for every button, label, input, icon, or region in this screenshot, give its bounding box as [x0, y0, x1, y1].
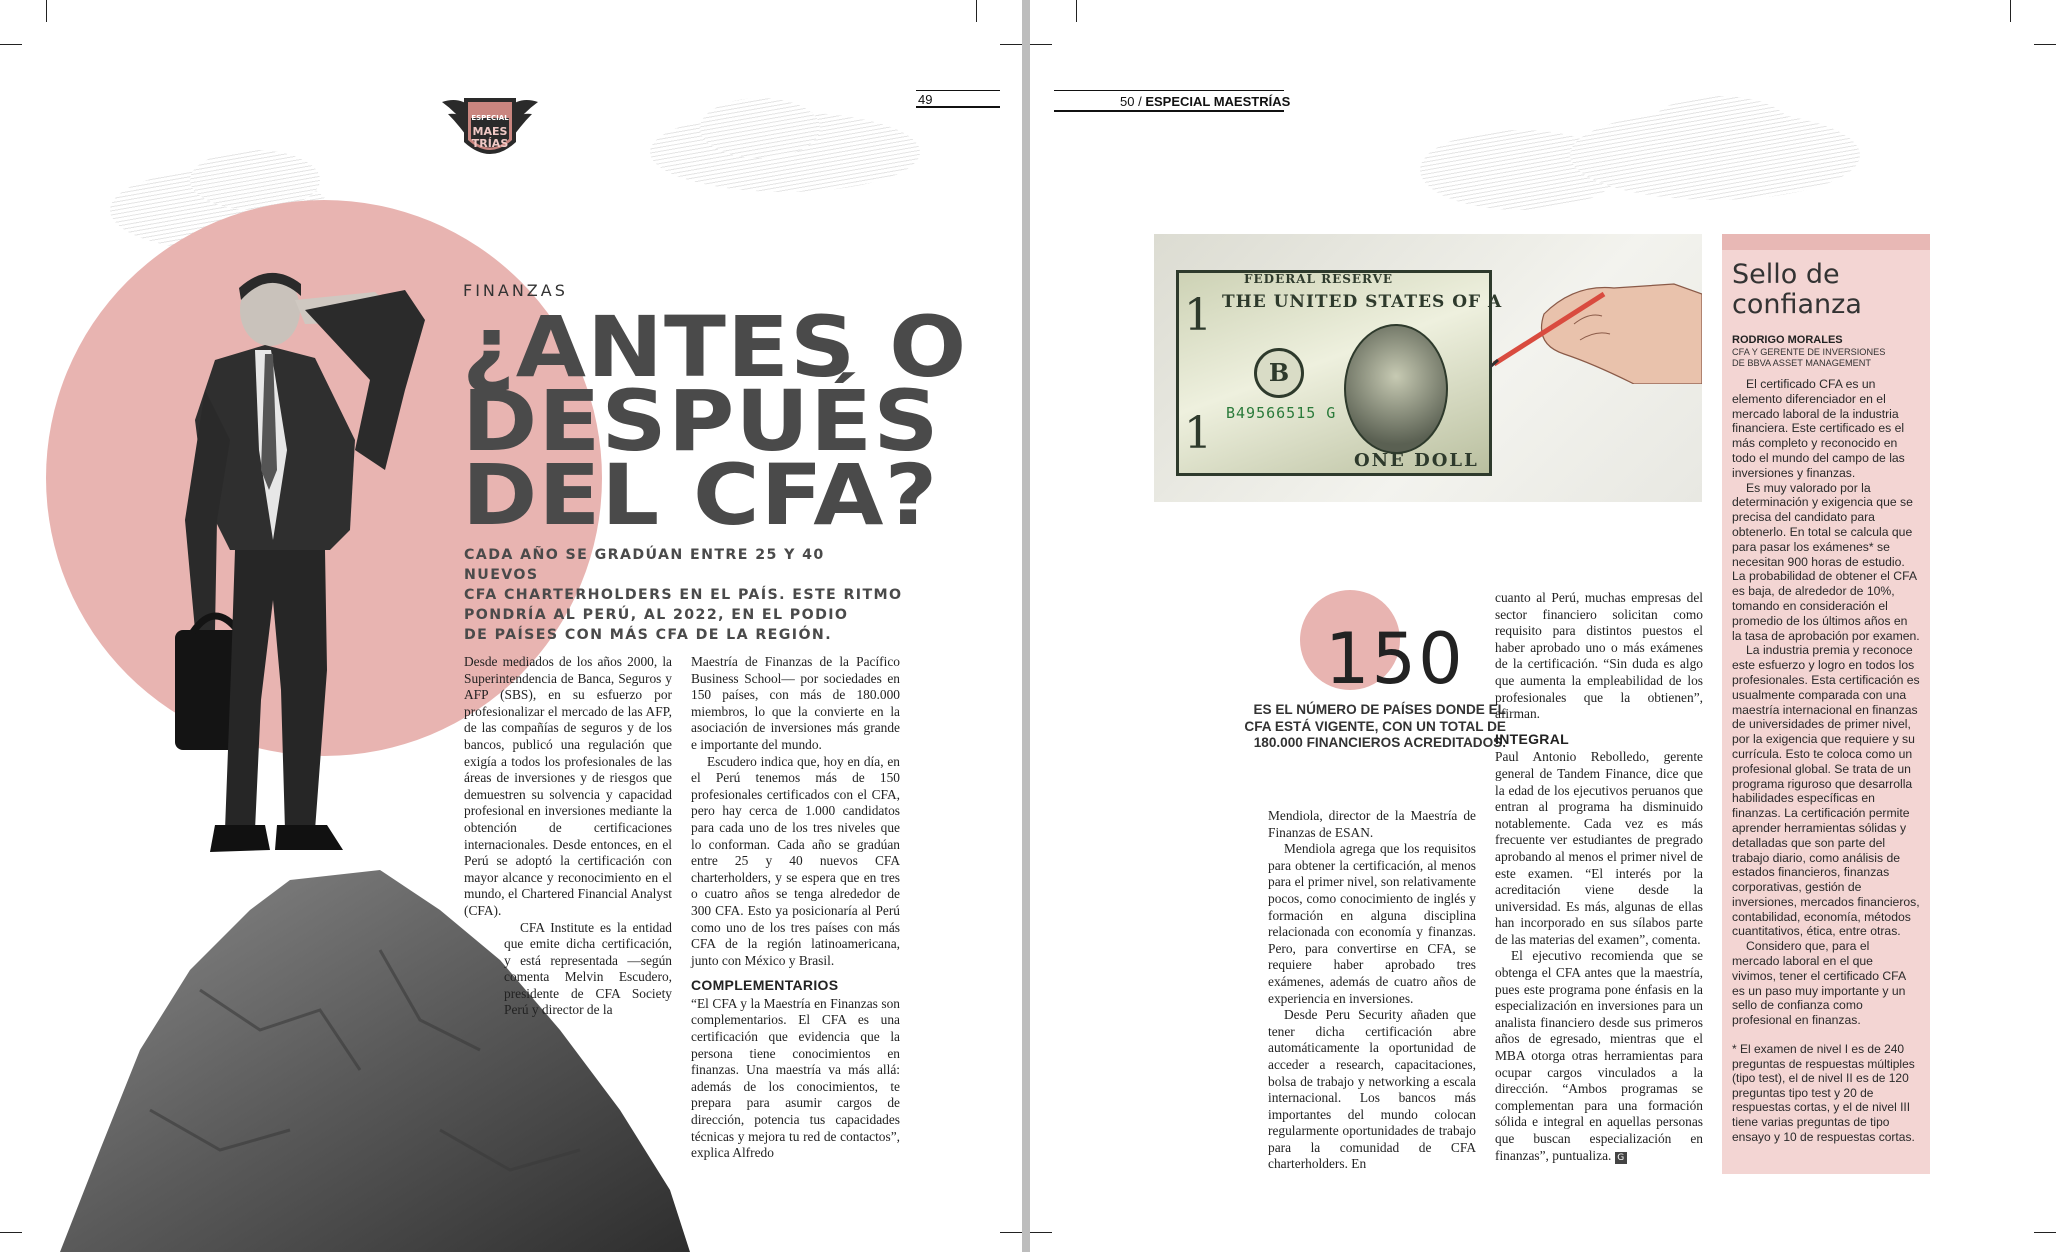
body-paragraph: Mendiola agrega que los requisitos para obtener la certificación, al menos para el primer nivel, son relativamente pocos, como conocimiento de inglés y formación en alguna disciplina relacionada con economía y finanzas. Pero, para convertirse en CFA, se requiere haber aprobado tres exámenes, además de cuatro años de experiencia en inversiones.: [1268, 841, 1476, 1006]
standfirst-line: CFA CHARTERHOLDERS EN EL PAÍS. ESTE RITMO: [464, 587, 903, 603]
body-paragraph: Desde mediados de los años 2000, la Superintendencia de Banca, Seguros y AFP (SBS), en su esfuerzo por profesionalizar el mercado de las AFP, de las compañías de seguros y de los bancos, publicó una regulación que exigía a todos los profesionales de las áreas de inversiones y de riesgos que demuestren su solvencia y capacidad profesional en inversiones mediante la obtención de certificaciones internacionales. Desde entonces, en el Perú se adoptó la certificación con mayor alcance y reconocimiento en el mundo, el Chartered Financial Analyst (CFA).: [464, 654, 672, 918]
sidebar-title-line: confianza: [1732, 289, 1862, 320]
body-column-4: [1495, 590, 1703, 1164]
body-column-2: [691, 654, 900, 1162]
badge-top: ESPECIAL: [471, 114, 509, 122]
crop-mark: [2034, 1232, 2056, 1233]
federal-reserve-seal: B: [1254, 348, 1304, 398]
bill-denomination: ONE DOLL: [1354, 450, 1479, 471]
crop-mark: [0, 44, 22, 45]
dollar-bill-illustration: [1154, 234, 1702, 502]
standfirst-line: CADA AÑO SE GRADÚAN ENTRE 25 Y 40 NUEVOS: [464, 547, 825, 583]
body-paragraph: Escudero indica que, hoy en día, en el Perú tenemos más de 150 profesionales certificados con el CFA, pero hay cerca de 1.000 candidatos para cada uno de los tres niveles que lo conforman. Cada año se gradúan entre 25 y 40 nuevos CFA charterholders, y se espera que en tres o cuatro años se tenga alrededor de 300 CFA. Esto ya posicionaría al Perú como uno de los tres países con más CFA de la región latinoamericana, junto con México y Brasil.: [691, 753, 900, 968]
stat-caption-line: ES EL NÚMERO DE PAÍSES DONDE EL: [1253, 702, 1506, 717]
stat-number: 150: [1325, 618, 1465, 700]
sidebar-sello-de-confianza: [1722, 234, 1930, 1174]
badge-line1: MAES: [472, 125, 508, 138]
sidebar-paragraph: Considero que, para el mercado laboral en el que vivimos, tener el certificado CFA es un paso muy importante y un sello de confianza como profesional en finanzas.: [1732, 939, 1906, 1028]
folio-section: ESPECIAL MAESTRÍAS: [1145, 94, 1291, 109]
sidebar-role-line: DE BBVA ASSET MANAGEMENT: [1732, 358, 1872, 368]
sidebar-body: [1732, 377, 1920, 1028]
left-page: [0, 0, 1022, 1252]
sidebar-role-line: CFA Y GERENTE DE INVERSIONES: [1732, 347, 1886, 357]
body-paragraph: [1495, 948, 1703, 1164]
section-kicker: FINANZAS: [463, 281, 568, 300]
cloud-illustration: [1650, 96, 1790, 156]
sidebar-paragraph: El certificado CFA es un elemento diferenciador en el mercado laboral de la industria financiera. Este certificado es el más completo y reconocido en todo el mundo del campo de las inversiones y finanzas.: [1732, 377, 1905, 480]
crop-mark: [46, 0, 47, 22]
crop-mark: [2034, 44, 2056, 45]
body-paragraph: Maestría de Finanzas de la Pacífico Business School— por sociedades en 150 países, con más de 180.000 miembros, lo que la convierte en la asociación de inversiones más grande e importante del mundo.: [691, 654, 900, 752]
crop-mark: [976, 0, 977, 22]
sidebar-author-role: [1732, 347, 1930, 369]
crop-mark: [1000, 1232, 1022, 1233]
standfirst: [464, 545, 904, 645]
crop-mark: [1000, 44, 1022, 45]
body-column-3: [1268, 808, 1476, 1173]
sidebar-paragraph: Es muy valorado por la determinación y exigencia que se precisa del candidato para obtenerlo. En total se calcula que para pasar los exámenes* se necesitan 900 horas de estudio. La probabilidad de obtener el CFA es baja, de alrededor de 10%, tomando en consideración el promedio de los últimos años en la tasa de aprobación por examen.: [1732, 480, 1920, 643]
right-page: [1030, 0, 2056, 1252]
page-number: 50: [1120, 94, 1135, 109]
folio-rule: [1054, 90, 1284, 91]
end-mark-icon: G: [1615, 1152, 1627, 1164]
headline-line: DESPUÉS: [462, 372, 940, 470]
crop-mark: [1076, 0, 1077, 22]
bill-corner-number: 1: [1184, 290, 1212, 341]
body-paragraph: Desde Peru Security añaden que tener dicha certificación abre automáticamente la oportunidad de acceder a research, capacitaciones, bolsa de trabajo y networking a escala internacional. Los bancos más importantes del mundo colocan regularmente oportunidades de trabajo para la comunidad de CFA charterholders. En: [1268, 1007, 1476, 1172]
folio-rule: [916, 90, 1000, 91]
subheading: COMPLEMENTARIOS: [691, 977, 839, 994]
businessman-photo: [155, 270, 455, 890]
portrait-washington: [1344, 324, 1448, 454]
folio-rule: [1054, 110, 1284, 112]
headline-line: ¿ANTES O: [462, 298, 968, 396]
bill-serial: B49566515 G: [1226, 404, 1337, 422]
crop-mark: [1030, 1232, 1052, 1233]
cloud-illustration: [700, 98, 820, 158]
stat-caption: [1210, 702, 1506, 752]
headline: [462, 298, 968, 544]
crop-mark: [0, 1232, 22, 1233]
page-number: 49: [918, 92, 933, 107]
headline-line: DEL CFA?: [462, 446, 939, 544]
bill-corner-number: 1: [1184, 408, 1212, 459]
body-text: El ejecutivo recomienda que se obtenga el CFA antes que la maestría, pues este programa pone énfasis en la especialización en inversiones para un analista financiero desde sus primeros años de egresado, mientras que el MBA otorga otras herramientas para ocupar cargos vinculados a la dirección. “Ambos programas se complementan para una formación sólida e integral en aquellas personas que buscan especialización en finanzas”, puntualiza.: [1495, 948, 1703, 1163]
subheading: INTEGRAL: [1495, 730, 1569, 747]
sidebar-title: [1732, 260, 1930, 320]
badge-line2: TRÍAS: [471, 137, 509, 150]
body-paragraph: cuanto al Perú, muchas empresas del sector financiero solicitan como requisito para distintos puestos el haber aprobado uno o más exámenes de la certificación. “Sin duda es algo que aumenta la empleabilidad de los profesionales que la obtienen”, afirman.: [1495, 590, 1703, 722]
sidebar-title-line: Sello de: [1732, 259, 1840, 290]
bill-title: THE UNITED STATES OF A: [1222, 292, 1503, 312]
crop-mark: [2010, 0, 2011, 22]
standfirst-line: DE PAÍSES CON MÁS CFA DE LA REGIÓN.: [464, 627, 832, 643]
sidebar-author: RODRIGO MORALES: [1732, 334, 1843, 346]
body-paragraph: Paul Antonio Rebolledo, gerente general de Tandem Finance, dice que la edad de los ejecutivos peruanos que entran al programa ha disminuido notablemente. Cada vez es más frecuente ver estudiantes de pregrado aprobando al menos el primer nivel de este examen. “El interés por la acreditación viene desde la universidad. Es más, algunas de ellas han incorporado en sus sílabos parte de las materias del examen”, comenta.: [1495, 749, 1703, 947]
body-paragraph: CFA Institute es la entidad que emite dicha certificación, y está representada —según comenta Melvin Escudero, presidente de CFA Society Perú y director de la: [504, 919, 672, 1018]
stat-caption-line: 180.000 FINANCIEROS ACREDITADOS.: [1253, 735, 1506, 750]
page-folio: 50 / ESPECIAL MAESTRÍAS: [1120, 94, 1291, 109]
body-paragraph: “El CFA y la Maestría en Finanzas son complementarios. El CFA es una certificación que evidencia que la persona tiene conocimientos en finanzas. Una maestría va más allá: además de los conocimientos, te prepara para asumir cargos de dirección, potencia tus capacidades técnicas y mejora tu red de contactos”, explica Alfredo: [691, 995, 900, 1161]
standfirst-line: PONDRÍA AL PERÚ, AL 2022, EN EL PODIO: [464, 607, 849, 623]
body-column-1: [464, 654, 672, 1019]
stat-caption-line: CFA ESTÁ VIGENTE, CON UN TOTAL DE: [1244, 718, 1506, 734]
crop-mark: [1030, 44, 1052, 45]
sidebar-paragraph: La industria premia y reconoce este esfuerzo y logro en todos los profesionales. Esta certificación es usualmente comparada con una maestría internacional en finanzas de universidades de primer nivel, por la exigencia que requiere y su currícula. Esto te coloca como un profesional global. Se trata de un programa riguroso que desarrolla habilidades específicas en finanzas. La certificación permite aprender herramientas sólidas y detalladas que son parte del trabajo diario, como análisis de estados financieros, finanzas corporativas, gestión de inversiones, mercados financieros, contabilidad, economía, métodos cuantitativos, ética, entre otras.: [1732, 643, 1920, 939]
body-paragraph: Mendiola, director de la Maestría de Finanzas de ESAN.: [1268, 808, 1476, 840]
drawing-hand-icon: [1484, 254, 1702, 384]
bill-banner: FEDERAL RESERVE: [1244, 272, 1394, 286]
sidebar-footnote: * El examen de nivel I es de 240 preguntas de respuestas múltiples (tipo test), el de nivel II es de 120 preguntas tipo test y 20 de respuestas cortas, y el de nivel III tiene varias preguntas de tipo ensayo y 10 de respuestas cortas.: [1732, 1042, 1915, 1144]
